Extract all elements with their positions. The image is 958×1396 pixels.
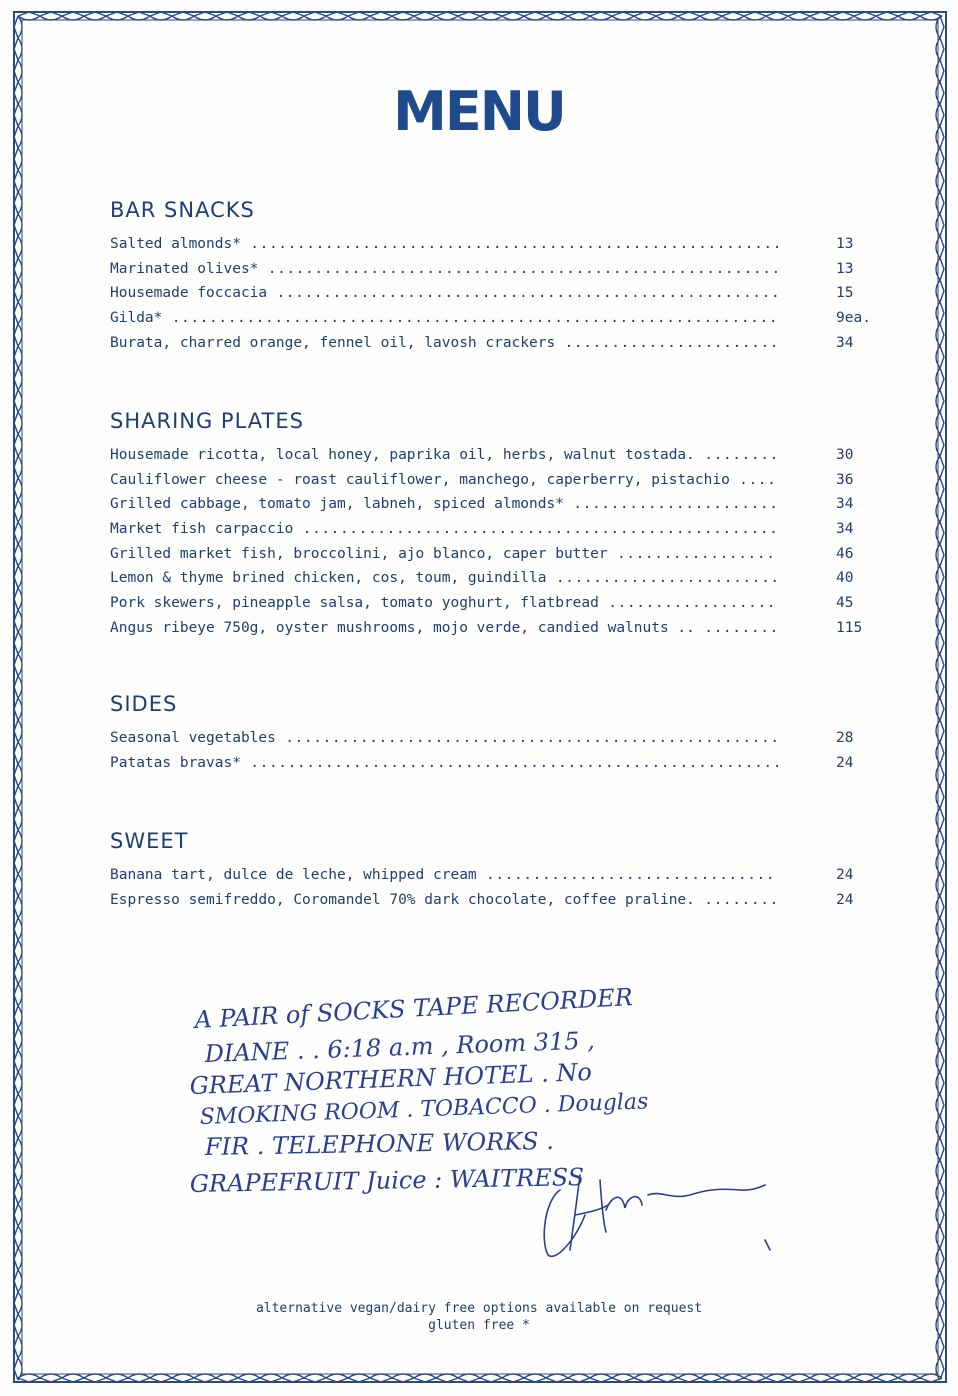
dish-price: 28 [836,730,854,746]
menu-title: MENU [393,80,565,143]
dish-name: Espresso semifreddo, Coromandel 70% dark chocolate, coffee praline. ..... [110,888,778,913]
handwriting-line: GRAPEFRUIT Juice : WAITRESS [189,1163,585,1198]
dish-price: 15 [836,285,854,302]
dish-name: Lemon & thyme brined chicken, cos, toum, guindilla ..... [110,566,778,591]
handwriting-line: GREAT NORTHERN HOTEL . No [189,1057,593,1100]
dish-name: Grilled cabbage, tomato jam, labneh, spiced almonds* ..... [110,492,778,517]
dish-name: Patatas bravas* ..... [110,751,778,776]
dish-name: Cauliflower cheese - roast cauliflower, manchego, caperberry, pistachio ..... [110,468,778,493]
dish-price: 34 [836,334,854,351]
dish-price: 9ea. [836,310,871,327]
section-title: BAR SNACKS [110,198,255,222]
section-title: SWEET [110,829,189,853]
handwriting-line: A PAIR of SOCKS TAPE RECORDER [193,983,634,1034]
dish-price: 24 [836,867,854,883]
dish-name: Seasonal vegetables ..... [110,726,778,751]
dish-name: Market fish carpaccio ..... [110,517,778,542]
dish-price: 34 [836,496,854,513]
dish-price: 36 [836,471,854,488]
dish-price: 46 [836,545,854,562]
signature [544,1175,770,1256]
dish-price: 30 [836,447,854,463]
handwriting-line: FIR . TELEPHONE WORKS . [204,1126,555,1161]
dish-price: 34 [836,521,854,538]
dish-price: 24 [836,891,854,908]
footer-gluten-free-note: gluten free * [428,1318,530,1333]
dish-name: Gilda* ..... [110,306,778,331]
dish-name: Salted almonds* ..... [110,232,778,257]
dish-name: Marinated olives* ..... [110,257,778,282]
dish-price: 24 [836,754,854,771]
dish-name: Pork skewers, pineapple salsa, tomato yoghurt, flatbread ..... [110,591,778,616]
dish-name: Angus ribeye 750g, oyster mushrooms, mojo verde, candied walnuts .. ..... [110,616,778,641]
dish-name: Banana tart, dulce de leche, whipped cream ..... [110,863,778,888]
section-title: SHARING PLATES [110,409,304,433]
footer-dietary-note: alternative vegan/dairy free options available on request [255,1301,703,1316]
dish-name: Housemade ricotta, local honey, paprika oil, herbs, walnut tostada. ..... [110,443,778,468]
dish-price: 13 [836,260,854,277]
footer-note [0,1300,958,1334]
section-title: SIDES [110,692,178,716]
dish-name: Housemade foccacia ..... [110,281,778,306]
handwriting-line: SMOKING ROOM . TOBACCO . Douglas [199,1089,649,1130]
dish-price: 115 [836,619,863,636]
handwriting-line: DIANE . . 6:18 a.m , Room 315 , [204,1026,596,1068]
dish-name: Grilled market fish, broccolini, ajo blanco, caper butter ..... [110,542,778,567]
dish-price: 40 [836,570,854,587]
dish-price: 13 [836,236,854,252]
dish-name: Burata, charred orange, fennel oil, lavosh crackers ..... [110,331,778,356]
dish-price: 45 [836,595,854,612]
